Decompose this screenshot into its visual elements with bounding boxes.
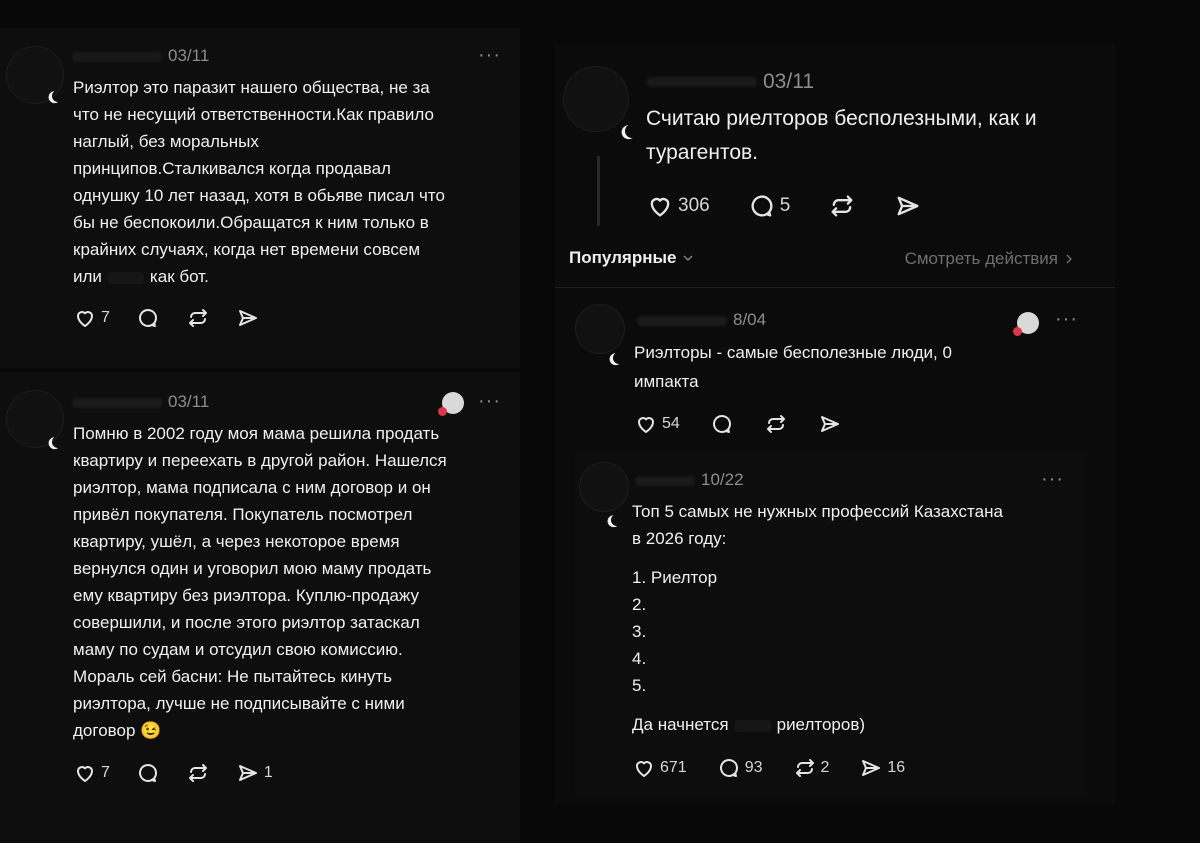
- text-line: квартиру, ушёл, а через некоторое время: [73, 532, 400, 551]
- repost-button[interactable]: [828, 192, 856, 220]
- repost-button[interactable]: [793, 756, 830, 780]
- divider: [555, 287, 1115, 288]
- view-activity-label: Смотреть действия: [904, 249, 1058, 268]
- reply-button[interactable]: [710, 412, 734, 436]
- chevron-right-icon: [1061, 251, 1077, 267]
- moon-icon: [51, 435, 66, 450]
- post-text: [634, 338, 1094, 396]
- like-count: 306: [678, 195, 710, 216]
- like-button[interactable]: [646, 192, 710, 220]
- blurred-username: [72, 398, 162, 408]
- repost-button[interactable]: [764, 412, 788, 436]
- share-count: 1: [263, 764, 273, 781]
- reply-icon: [717, 756, 741, 780]
- sort-label: Популярные: [569, 248, 677, 267]
- share-button[interactable]: [236, 306, 260, 330]
- blurred-username: [72, 52, 162, 62]
- like-count: 7: [101, 309, 110, 326]
- like-count: 671: [660, 759, 687, 776]
- more-icon[interactable]: ···: [478, 390, 501, 412]
- view-activity-link[interactable]: [905, 249, 1077, 269]
- heart-icon: [73, 306, 97, 330]
- share-icon: [894, 192, 922, 220]
- reply-button[interactable]: [136, 306, 160, 330]
- reply-icon: [136, 761, 160, 785]
- text-line: бы не беспокоили.Обращатся к ним только в: [73, 213, 429, 232]
- avatar[interactable]: [575, 304, 625, 354]
- post-card-2: [0, 372, 520, 843]
- post-actions: [634, 412, 868, 436]
- heart-icon: [634, 412, 658, 436]
- post-meta: [72, 392, 209, 412]
- reply-count: 5: [779, 195, 791, 216]
- moon-icon: [610, 513, 625, 528]
- moon-icon: [51, 89, 66, 104]
- share-button[interactable]: [859, 756, 905, 780]
- post-text: [646, 102, 1106, 170]
- repost-icon: [186, 306, 210, 330]
- text-line: Помню в 2002 году моя мама решила продать: [73, 424, 440, 443]
- post-meta: [647, 70, 814, 94]
- thread-line: [597, 156, 600, 226]
- post-card-5: [575, 454, 1087, 794]
- text-line: импакта: [634, 372, 699, 391]
- reply-icon: [748, 192, 776, 220]
- share-icon: [236, 761, 260, 785]
- text-fragment: как бот.: [149, 267, 209, 286]
- like-button[interactable]: [632, 756, 687, 780]
- text-line: Топ 5 самых не нужных профессий Казахстана: [632, 502, 1003, 521]
- blurred-username: [647, 77, 757, 87]
- heart-icon: [73, 761, 97, 785]
- list-item: 1. Риелтор: [632, 568, 718, 587]
- blurred-username: [635, 476, 695, 486]
- chevron-down-icon: [680, 250, 696, 266]
- text-fragment: или: [73, 267, 102, 286]
- reply-button[interactable]: [748, 192, 791, 220]
- reply-icon: [136, 306, 160, 330]
- text-line: что не несущий ответственности.Как правило: [73, 105, 434, 124]
- text-line: [632, 711, 1082, 738]
- avatar-badge-icon: [1017, 312, 1039, 334]
- like-count: 54: [662, 415, 680, 432]
- text-line: наглый, без моральных: [73, 132, 259, 151]
- text-fragment: риелторов): [776, 715, 866, 734]
- heart-icon: [646, 192, 674, 220]
- filter-bar: [555, 244, 1115, 288]
- text-line: ему квартиру без риэлтора. Куплю-продажу: [73, 586, 419, 605]
- avatar[interactable]: [579, 462, 629, 512]
- avatar[interactable]: [563, 66, 629, 132]
- reply-button[interactable]: [136, 761, 160, 785]
- more-icon[interactable]: ···: [1041, 468, 1064, 490]
- reply-count: 93: [744, 759, 763, 776]
- share-icon: [236, 306, 260, 330]
- text-line: Риэлтор это паразит нашего общества, не за: [73, 78, 430, 97]
- like-button[interactable]: [73, 306, 110, 330]
- text-line: однушку 10 лет назад, хотя в обьяве писал что: [73, 186, 445, 205]
- text-line: [73, 263, 513, 290]
- share-icon: [818, 412, 842, 436]
- moon-icon: [623, 122, 640, 139]
- text-line: квартиру и переехать в другой район. Нашелся: [73, 451, 447, 470]
- post-text: [73, 420, 513, 744]
- blurred-word: [735, 720, 771, 732]
- more-icon[interactable]: ···: [1055, 308, 1078, 330]
- text-line: Риэлторы - самые бесполезные люди, 0: [634, 343, 952, 362]
- post-text: [632, 498, 1082, 738]
- post-date: 10/22: [701, 470, 744, 489]
- like-button[interactable]: [73, 761, 110, 785]
- list-item: 5.: [632, 676, 647, 695]
- avatar-badge-icon: [442, 392, 464, 414]
- like-button[interactable]: [634, 412, 680, 436]
- text-line: маму по судам и отсудил свою комиссию.: [73, 640, 403, 659]
- text-line: вернулся один и уговорил мою маму продать: [73, 559, 432, 578]
- post-actions: [73, 761, 299, 785]
- text-line: Считаю риелторов бесполезными, как и: [646, 107, 1037, 130]
- heart-icon: [632, 756, 656, 780]
- post-actions: [73, 306, 286, 330]
- like-count: 7: [101, 764, 110, 781]
- list-item: 3.: [632, 622, 647, 641]
- reply-icon: [710, 412, 734, 436]
- share-count: 16: [887, 759, 906, 776]
- blurred-username: [637, 316, 727, 326]
- text-fragment: Да начнется: [632, 715, 729, 734]
- text-line: турагентов.: [646, 141, 759, 164]
- text-line: совершили, и после этого риэлтор затаскал: [73, 613, 420, 632]
- text-line: в 2026 году:: [632, 529, 727, 548]
- post-meta: [72, 46, 209, 66]
- post-date: 03/11: [763, 70, 814, 93]
- blurred-word: [108, 272, 144, 284]
- post-actions: [632, 756, 931, 780]
- post-date: 8/04: [733, 310, 767, 329]
- post-card-3: [555, 44, 1115, 244]
- post-actions: [646, 192, 948, 220]
- repost-icon: [828, 192, 856, 220]
- post-date: 03/11: [168, 46, 210, 65]
- moon-icon: [612, 351, 627, 366]
- share-button[interactable]: [818, 412, 842, 436]
- post-date: 03/11: [168, 392, 210, 411]
- reply-button[interactable]: [717, 756, 763, 780]
- repost-button[interactable]: [186, 306, 210, 330]
- text-line: риэлтор, мама подписала с ним договор и он: [73, 478, 431, 497]
- list-item: 4.: [632, 649, 647, 668]
- repost-count: 2: [820, 759, 830, 776]
- text-line: договор 😉: [73, 721, 162, 740]
- post-text: [73, 74, 513, 290]
- repost-icon: [764, 412, 788, 436]
- repost-icon: [793, 756, 817, 780]
- right-feed-panel: [555, 44, 1115, 804]
- sort-dropdown[interactable]: [569, 248, 696, 268]
- share-icon: [859, 756, 883, 780]
- share-button[interactable]: [236, 761, 273, 785]
- text-line: привёл покупателя. Покупатель посмотрел: [73, 505, 413, 524]
- repost-icon: [186, 761, 210, 785]
- post-meta: [637, 310, 766, 330]
- text-line: Мораль сей басни: Не пытайтесь кинуть: [73, 667, 393, 686]
- post-card-1: [0, 28, 520, 368]
- list-item: 2.: [632, 595, 647, 614]
- more-icon[interactable]: ···: [478, 44, 501, 66]
- text-line: крайних случаях, когда нет времени совсем: [73, 240, 421, 259]
- post-card-4: [555, 294, 1115, 454]
- repost-button[interactable]: [186, 761, 210, 785]
- post-meta: [635, 470, 744, 490]
- text-line: принципов.Сталкивался когда продавал: [73, 159, 391, 178]
- text-line: риэлтора, лучше не подписывайте с ними: [73, 694, 405, 713]
- share-button[interactable]: [894, 192, 922, 220]
